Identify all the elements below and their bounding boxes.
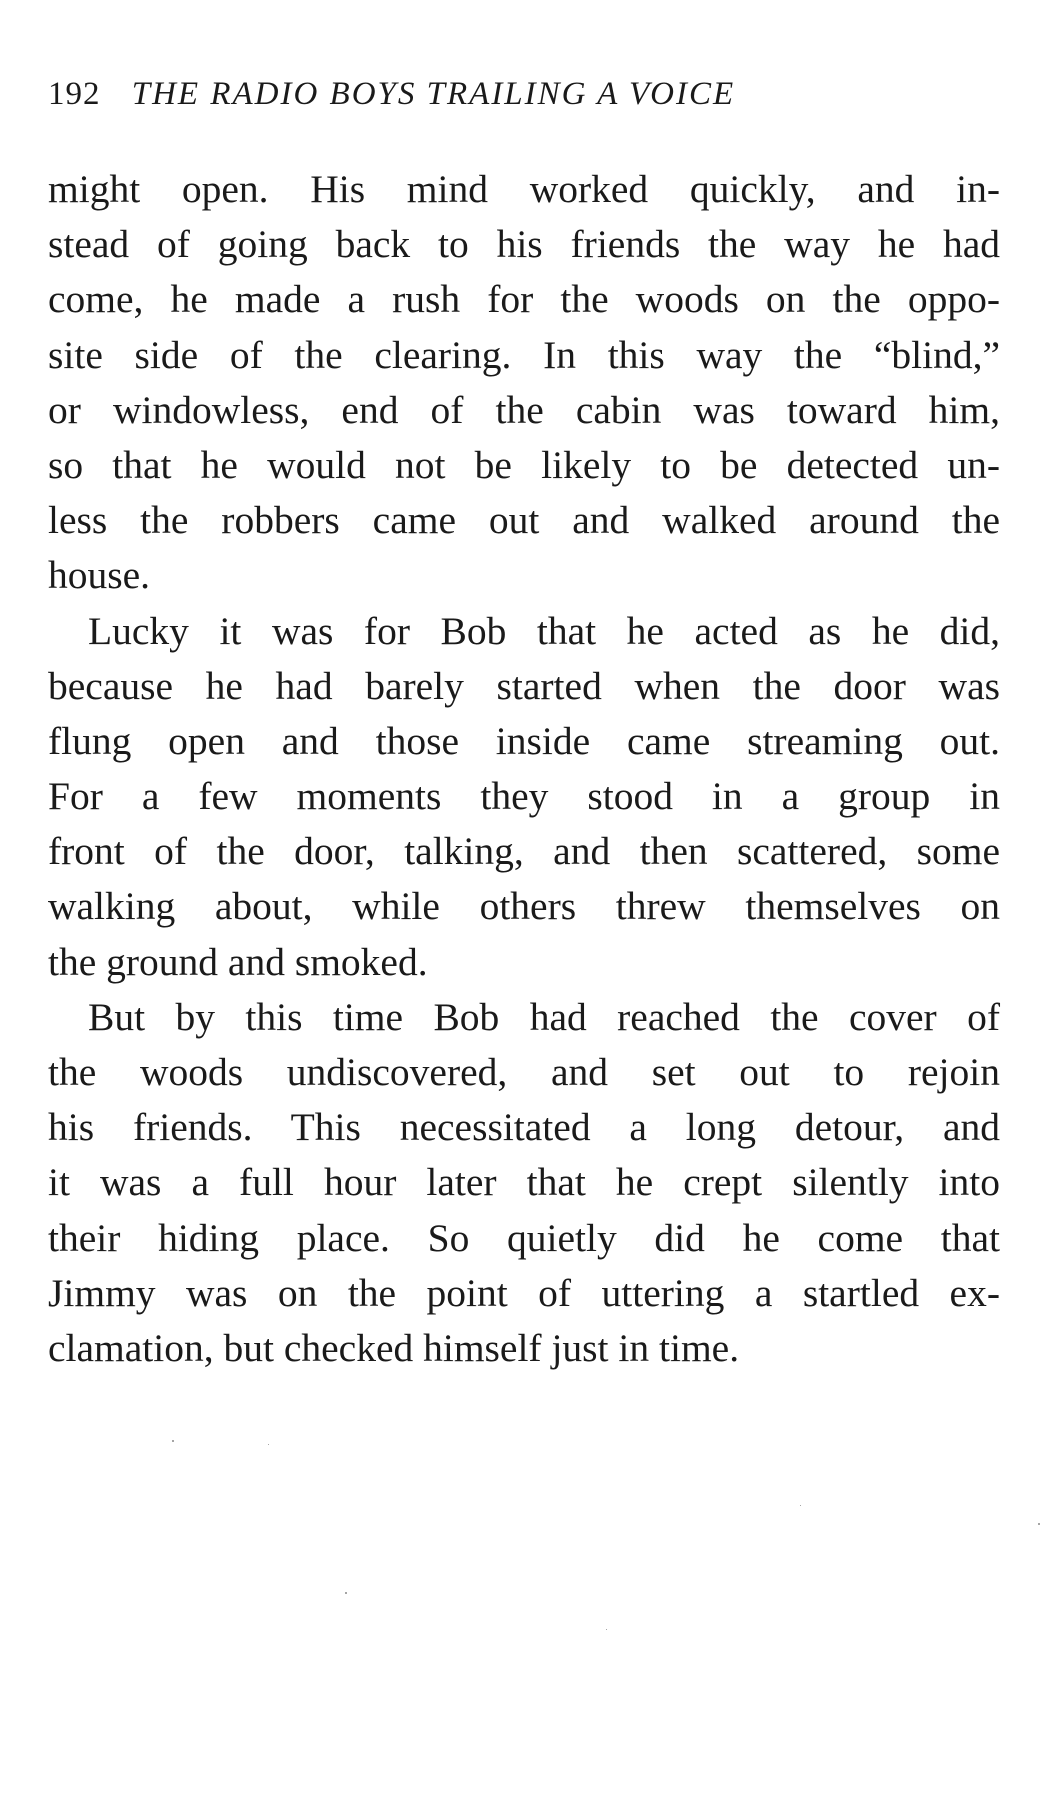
text-line: clamation, but checked himself just in time. xyxy=(48,1325,740,1370)
text-line: Lucky it was for Bob that he acted as he did, xyxy=(88,608,1000,653)
text-line: or windowless, end of the cabin was toward him, xyxy=(48,387,1000,432)
text-line: Jimmy was on the point of uttering a startled ex- xyxy=(48,1270,1000,1315)
scan-speck xyxy=(1038,1523,1040,1525)
text-line: flung open and those inside came streaming out. xyxy=(48,718,1000,763)
scan-speck xyxy=(800,1505,801,1506)
running-title: THE RADIO BOYS TRAILING A VOICE xyxy=(131,76,736,112)
paragraph-1 xyxy=(48,162,1000,604)
text-line: his friends. This necessitated a long detour, and xyxy=(48,1105,1000,1150)
text-line: But by this time Bob had reached the cover of xyxy=(88,994,1000,1039)
text-line: so that he would not be likely to be detected un- xyxy=(48,442,1000,487)
running-head xyxy=(48,76,735,113)
scan-speck xyxy=(345,1592,347,1594)
text-line: might open. His mind worked quickly, and in- xyxy=(48,167,1000,211)
scan-speck xyxy=(606,1629,607,1630)
paragraph-2 xyxy=(48,604,1000,990)
scan-speck xyxy=(268,1444,269,1445)
text-line: walking about, while others threw themselves on xyxy=(48,884,1000,929)
text-line: site side of the clearing. In this way the “blind,” xyxy=(48,332,1000,377)
text-line: house. xyxy=(48,553,151,598)
text-line: less the robbers came out and walked around the xyxy=(48,498,1000,543)
text-line: the ground and smoked. xyxy=(48,939,428,984)
text-line: come, he made a rush for the woods on the oppo- xyxy=(48,277,1000,322)
text-line: front of the door, talking, and then scattered, some xyxy=(48,829,1000,874)
text-line: For a few moments they stood in a group in xyxy=(48,774,1000,819)
body-text xyxy=(48,162,1000,1376)
text-line: their hiding place. So quietly did he come that xyxy=(48,1215,1000,1260)
text-line: the woods undiscovered, and set out to rejoin xyxy=(48,1050,1000,1094)
text-line: because he had barely started when the door was xyxy=(48,663,1000,708)
text-line: it was a full hour later that he crept silently into xyxy=(48,1160,1000,1205)
scan-speck xyxy=(172,1440,174,1442)
page-number: 192 xyxy=(48,76,101,112)
paragraph-3 xyxy=(48,990,1000,1376)
text-line: stead of going back to his friends the way he had xyxy=(48,222,1000,267)
